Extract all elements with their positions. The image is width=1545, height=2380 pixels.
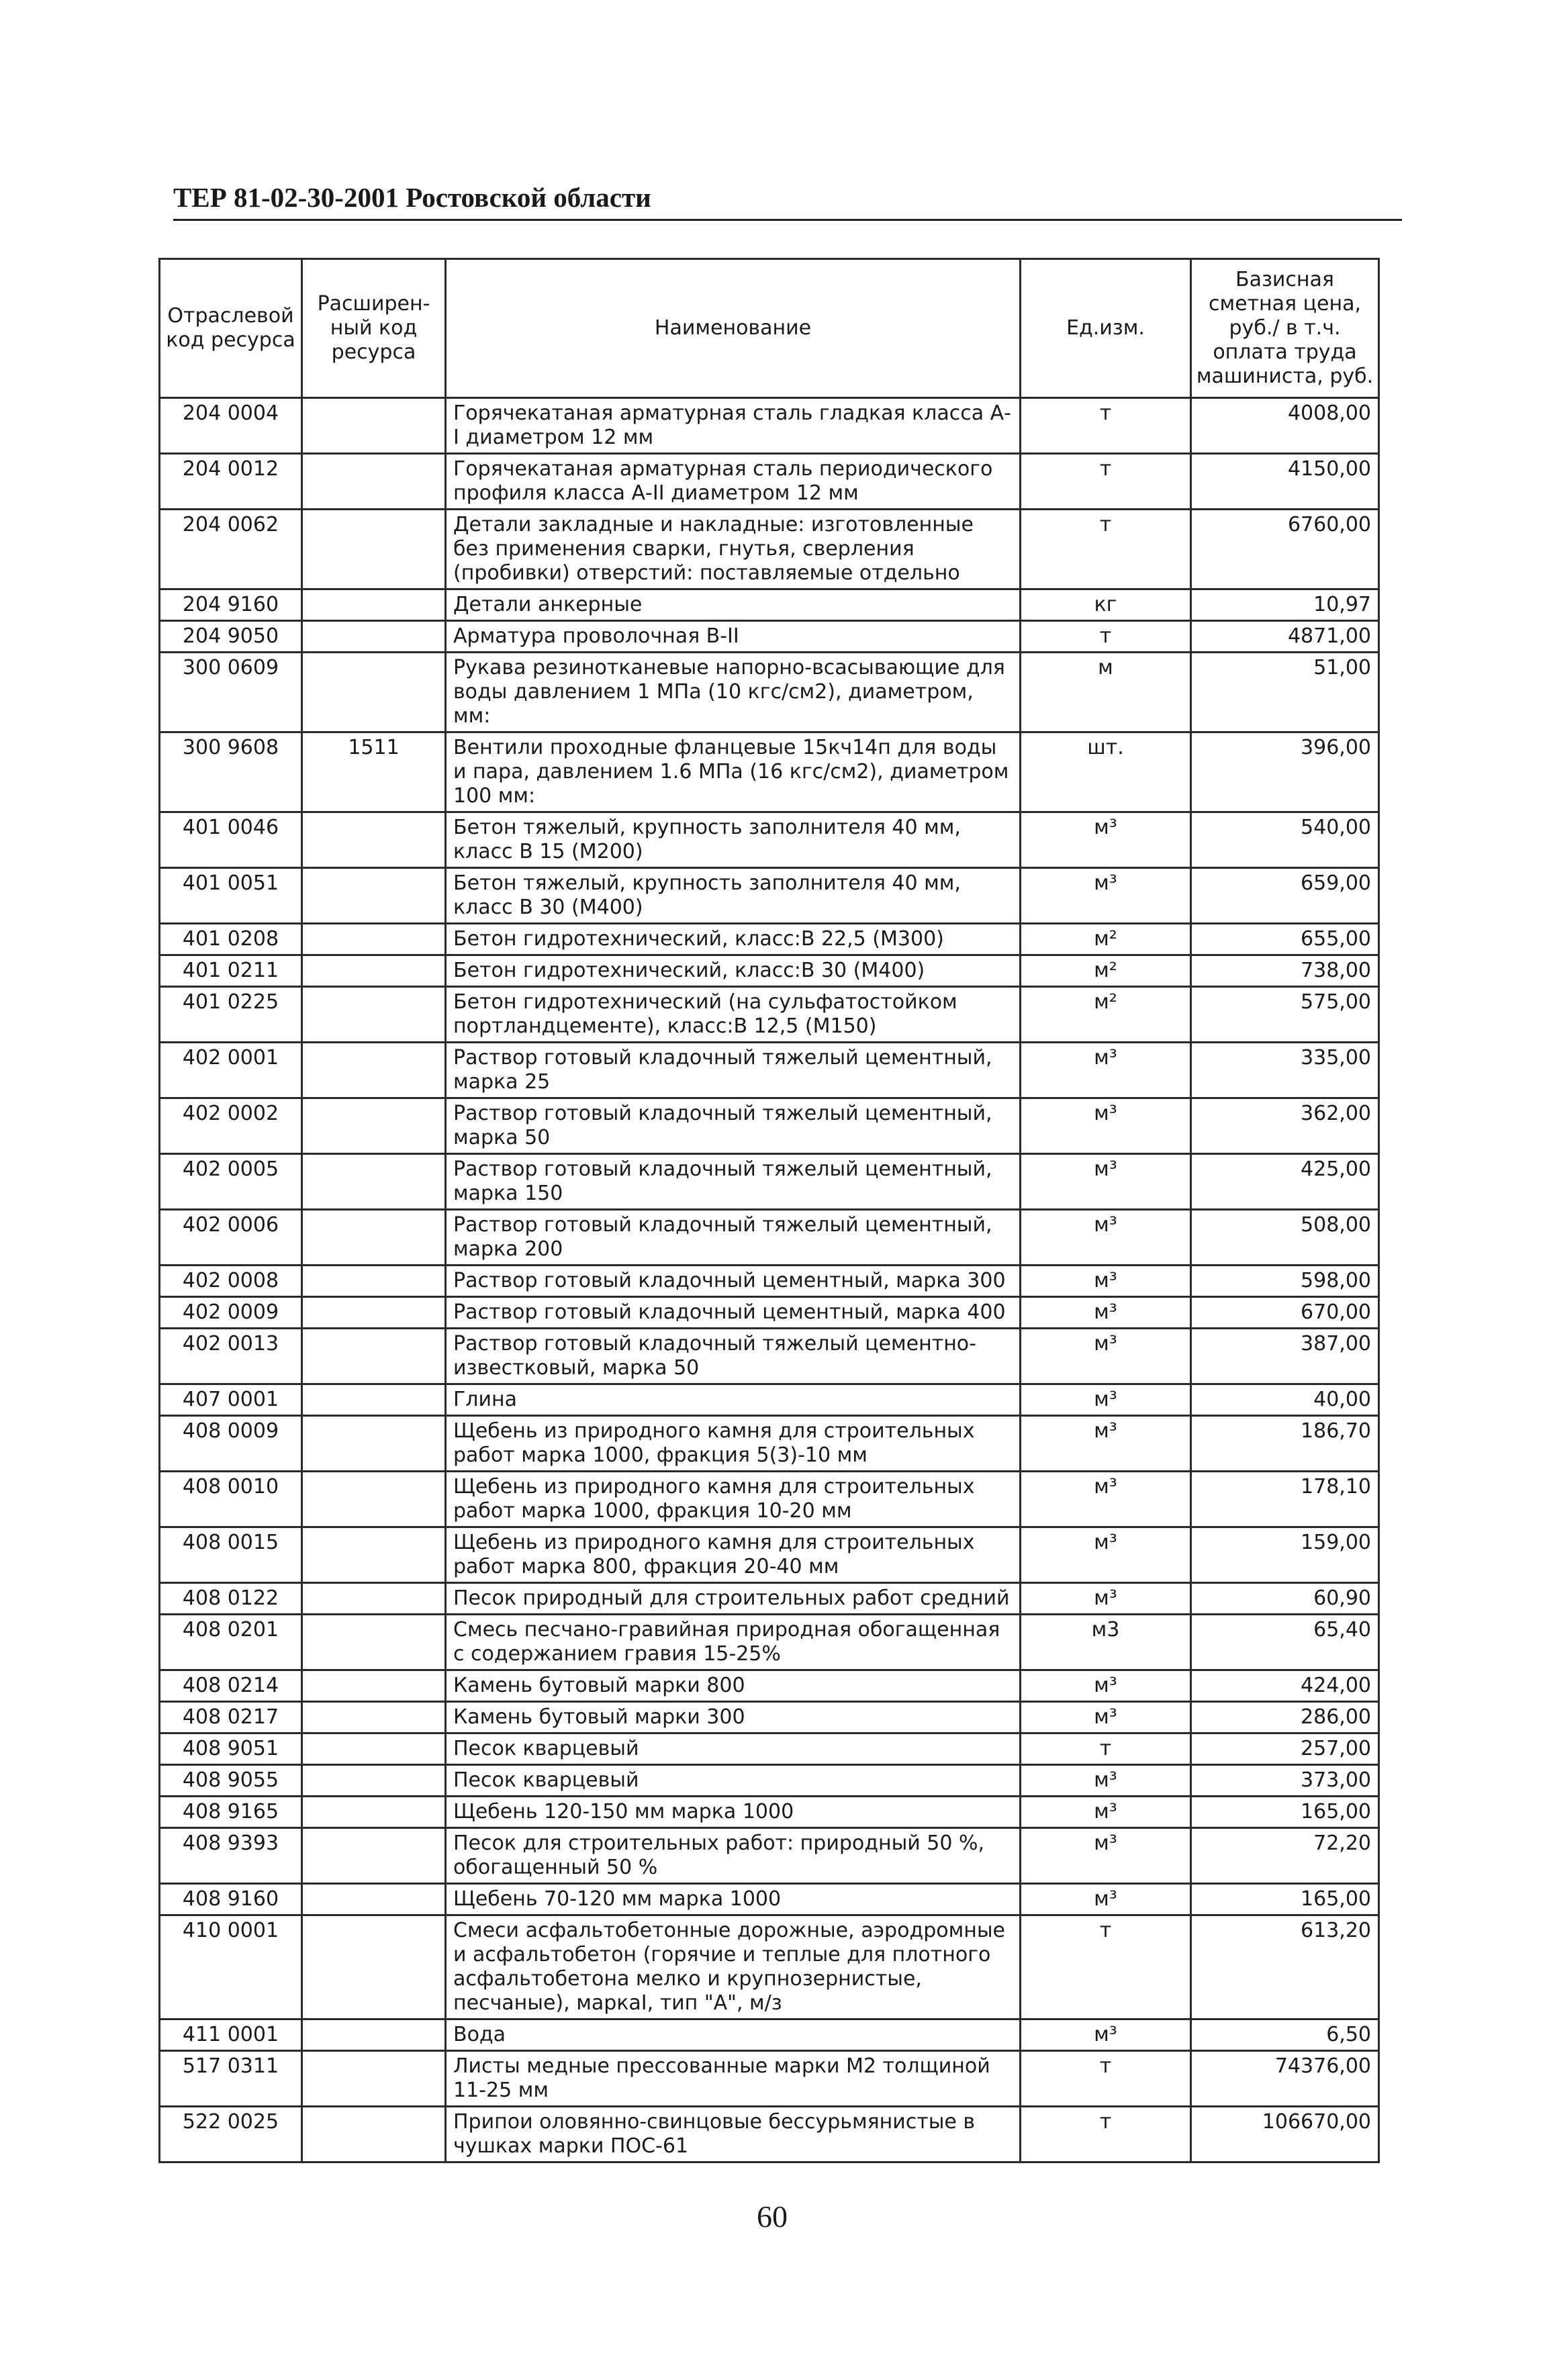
unit-cell: м³ (1021, 812, 1191, 868)
table-row (160, 589, 1379, 621)
price-cell: 286,00 (1191, 1702, 1379, 1733)
resource-code-cell: 517 0311 (160, 2051, 302, 2107)
extended-code-cell (302, 1098, 446, 1154)
extended-code-cell (302, 1615, 446, 1670)
unit-cell: м³ (1021, 1670, 1191, 1702)
resource-name-cell: Щебень 120-150 мм марка 1000 (446, 1797, 1021, 1828)
extended-code-cell (302, 1797, 446, 1828)
resource-code-cell: 204 9160 (160, 589, 302, 621)
resource-name-cell: Щебень 70-120 мм марка 1000 (446, 1884, 1021, 1915)
unit-cell: м (1021, 653, 1191, 732)
resource-code-cell: 408 0015 (160, 1527, 302, 1583)
resource-price-table (158, 258, 1380, 2163)
table-row (160, 1765, 1379, 1797)
table-row (160, 1384, 1379, 1416)
extended-code-cell (302, 454, 446, 510)
table-row (160, 398, 1379, 454)
extended-code-cell (302, 621, 446, 653)
table-row (160, 510, 1379, 589)
unit-cell: м³ (1021, 1098, 1191, 1154)
resource-name-cell: Вентили проходные фланцевые 15кч14п для воды и пара, давлением 1.6 МПа (16 кгс/см2), диаметром 100 мм: (446, 732, 1021, 812)
table-row (160, 1154, 1379, 1210)
extended-code-cell (302, 1043, 446, 1098)
table-row (160, 732, 1379, 812)
unit-cell: м³ (1021, 1384, 1191, 1416)
unit-cell: м² (1021, 987, 1191, 1043)
resource-name-cell: Щебень из природного камня для строительных работ марка 1000, фракция 5(3)-10 мм (446, 1416, 1021, 1472)
extended-code-cell (302, 1210, 446, 1266)
extended-code-cell (302, 1915, 446, 2019)
table-row (160, 1702, 1379, 1733)
resource-code-cell: 401 0208 (160, 924, 302, 955)
resource-code-cell: 408 0010 (160, 1472, 302, 1527)
resource-name-cell: Детали анкерные (446, 589, 1021, 621)
extended-code-cell (302, 1416, 446, 1472)
price-cell: 659,00 (1191, 868, 1379, 924)
resource-name-cell: Раствор готовый кладочный цементный, марка 400 (446, 1297, 1021, 1329)
unit-cell: м³ (1021, 1527, 1191, 1583)
table-row (160, 868, 1379, 924)
unit-cell: м³ (1021, 1266, 1191, 1297)
price-cell: 396,00 (1191, 732, 1379, 812)
table-row (160, 1043, 1379, 1098)
table-row (160, 1670, 1379, 1702)
unit-cell: м³ (1021, 1884, 1191, 1915)
resource-name-cell: Припои оловянно-свинцовые бессурьмянистые в чушках марки ПОС-61 (446, 2107, 1021, 2162)
table-row (160, 955, 1379, 987)
extended-code-cell (302, 589, 446, 621)
extended-code-cell (302, 1583, 446, 1615)
resource-code-cell: 204 9050 (160, 621, 302, 653)
price-cell: 738,00 (1191, 955, 1379, 987)
extended-code-cell (302, 924, 446, 955)
unit-cell: м³ (1021, 1043, 1191, 1098)
table-row (160, 1915, 1379, 2019)
unit-cell: м³ (1021, 1828, 1191, 1884)
table-row (160, 621, 1379, 653)
unit-cell: м³ (1021, 1297, 1191, 1329)
resource-name-cell: Раствор готовый кладочный цементный, марка 300 (446, 1266, 1021, 1297)
page-header: ТЕР 81-02-30-2001 Ростовской области (173, 181, 1402, 221)
resource-code-cell: 522 0025 (160, 2107, 302, 2162)
extended-code-cell (302, 955, 446, 987)
table-row (160, 2107, 1379, 2162)
price-cell: 6,50 (1191, 2019, 1379, 2051)
resource-code-cell: 411 0001 (160, 2019, 302, 2051)
price-cell: 60,90 (1191, 1583, 1379, 1615)
resource-name-cell: Раствор готовый кладочный тяжелый цементно-известковый, марка 50 (446, 1329, 1021, 1384)
unit-cell: м³ (1021, 2019, 1191, 2051)
resource-code-cell: 204 0004 (160, 398, 302, 454)
extended-code-cell (302, 1884, 446, 1915)
table-row (160, 454, 1379, 510)
resource-code-cell: 204 0062 (160, 510, 302, 589)
col-header-price: Базисная сметная цена, руб./ в т.ч. оплата труда машиниста, руб. (1191, 259, 1379, 398)
price-cell: 373,00 (1191, 1765, 1379, 1797)
table-row (160, 1210, 1379, 1266)
table-row (160, 1527, 1379, 1583)
extended-code-cell (302, 1154, 446, 1210)
price-cell: 670,00 (1191, 1297, 1379, 1329)
unit-cell: кг (1021, 589, 1191, 621)
resource-code-cell: 408 0217 (160, 1702, 302, 1733)
col-header-code: Отраслевой код ресурса (160, 259, 302, 398)
table-row (160, 1329, 1379, 1384)
extended-code-cell (302, 2051, 446, 2107)
resource-name-cell: Бетон тяжелый, крупность заполнителя 40 мм, класс В 15 (М200) (446, 812, 1021, 868)
price-cell: 257,00 (1191, 1733, 1379, 1765)
table-row (160, 653, 1379, 732)
resource-name-cell: Бетон гидротехнический (на сульфатостойком портландцементе), класс:В 12,5 (М150) (446, 987, 1021, 1043)
unit-cell: м³ (1021, 1797, 1191, 1828)
resource-name-cell: Детали закладные и накладные: изготовленные без применения сварки, гнутья, сверления (пробивки) отверстий: поставляемые отдельно (446, 510, 1021, 589)
resource-code-cell: 401 0051 (160, 868, 302, 924)
unit-cell: м² (1021, 955, 1191, 987)
price-cell: 165,00 (1191, 1884, 1379, 1915)
table-row (160, 1416, 1379, 1472)
extended-code-cell (302, 398, 446, 454)
resource-name-cell: Песок кварцевый (446, 1733, 1021, 1765)
page-number: 60 (757, 2199, 788, 2234)
table-row (160, 2051, 1379, 2107)
price-cell: 4008,00 (1191, 398, 1379, 454)
table-row (160, 1297, 1379, 1329)
price-cell: 74376,00 (1191, 2051, 1379, 2107)
table-body (160, 398, 1379, 2162)
resource-name-cell: Раствор готовый кладочный тяжелый цементный, марка 200 (446, 1210, 1021, 1266)
price-cell: 65,40 (1191, 1615, 1379, 1670)
price-cell: 186,70 (1191, 1416, 1379, 1472)
price-cell: 106670,00 (1191, 2107, 1379, 2162)
unit-cell: шт. (1021, 732, 1191, 812)
extended-code-cell (302, 1297, 446, 1329)
resource-name-cell: Рукава резинотканевые напорно-всасывающие для воды давлением 1 МПа (10 кгс/см2), диаметром, мм: (446, 653, 1021, 732)
resource-name-cell: Бетон гидротехнический, класс:В 22,5 (М300) (446, 924, 1021, 955)
extended-code-cell (302, 1266, 446, 1297)
price-cell: 387,00 (1191, 1329, 1379, 1384)
table-row (160, 1266, 1379, 1297)
resource-code-cell: 402 0006 (160, 1210, 302, 1266)
unit-cell: м³ (1021, 1210, 1191, 1266)
resource-code-cell: 300 0609 (160, 653, 302, 732)
extended-code-cell (302, 987, 446, 1043)
unit-cell: м³ (1021, 1154, 1191, 1210)
resource-name-cell: Бетон тяжелый, крупность заполнителя 40 мм, класс В 30 (М400) (446, 868, 1021, 924)
price-cell: 72,20 (1191, 1828, 1379, 1884)
resource-code-cell: 402 0001 (160, 1043, 302, 1098)
price-cell: 424,00 (1191, 1670, 1379, 1702)
resource-code-cell: 402 0005 (160, 1154, 302, 1210)
unit-cell: м³ (1021, 1329, 1191, 1384)
unit-cell: т (1021, 2107, 1191, 2162)
resource-name-cell: Вода (446, 2019, 1021, 2051)
extended-code-cell (302, 1527, 446, 1583)
price-cell: 335,00 (1191, 1043, 1379, 1098)
resource-code-cell: 407 0001 (160, 1384, 302, 1416)
resource-name-cell: Раствор готовый кладочный тяжелый цементный, марка 25 (446, 1043, 1021, 1098)
table-row (160, 1583, 1379, 1615)
table-row (160, 2019, 1379, 2051)
resource-code-cell: 300 9608 (160, 732, 302, 812)
resource-code-cell: 401 0046 (160, 812, 302, 868)
price-cell: 4150,00 (1191, 454, 1379, 510)
extended-code-cell (302, 1733, 446, 1765)
unit-cell: м³ (1021, 1765, 1191, 1797)
resource-name-cell: Бетон гидротехнический, класс:В 30 (М400) (446, 955, 1021, 987)
extended-code-cell: 1511 (302, 732, 446, 812)
resource-code-cell: 408 9160 (160, 1884, 302, 1915)
price-cell: 613,20 (1191, 1915, 1379, 2019)
extended-code-cell (302, 1384, 446, 1416)
unit-cell: т (1021, 621, 1191, 653)
price-cell: 6760,00 (1191, 510, 1379, 589)
resource-name-cell: Камень бутовый марки 300 (446, 1702, 1021, 1733)
resource-name-cell: Раствор готовый кладочный тяжелый цементный, марка 150 (446, 1154, 1021, 1210)
unit-cell: м³ (1021, 1583, 1191, 1615)
price-cell: 362,00 (1191, 1098, 1379, 1154)
unit-cell: т (1021, 454, 1191, 510)
resource-name-cell: Смеси асфальтобетонные дорожные, аэродромные и асфальтобетон (горячие и теплые для плотного асфальтобетона мелко и крупнозернистые, песчаные), маркаI, тип "А", м/з (446, 1915, 1021, 2019)
resource-code-cell: 402 0009 (160, 1297, 302, 1329)
price-cell: 508,00 (1191, 1210, 1379, 1266)
extended-code-cell (302, 653, 446, 732)
table-row (160, 987, 1379, 1043)
extended-code-cell (302, 510, 446, 589)
resource-code-cell: 402 0013 (160, 1329, 302, 1384)
resource-code-cell: 410 0001 (160, 1915, 302, 2019)
resource-code-cell: 402 0002 (160, 1098, 302, 1154)
price-cell: 10,97 (1191, 589, 1379, 621)
price-cell: 575,00 (1191, 987, 1379, 1043)
unit-cell: м3 (1021, 1615, 1191, 1670)
price-cell: 655,00 (1191, 924, 1379, 955)
unit-cell: т (1021, 1915, 1191, 2019)
extended-code-cell (302, 1472, 446, 1527)
resource-code-cell: 204 0012 (160, 454, 302, 510)
resource-name-cell: Глина (446, 1384, 1021, 1416)
resource-name-cell: Листы медные прессованные марки М2 толщиной 11-25 мм (446, 2051, 1021, 2107)
table-row (160, 1797, 1379, 1828)
table-row (160, 924, 1379, 955)
table-header-row (160, 259, 1379, 398)
unit-cell: т (1021, 1733, 1191, 1765)
resource-name-cell: Песок кварцевый (446, 1765, 1021, 1797)
table-row (160, 1733, 1379, 1765)
unit-cell: т (1021, 510, 1191, 589)
price-cell: 159,00 (1191, 1527, 1379, 1583)
resource-name-cell: Песок для строительных работ: природный 50 %, обогащенный 50 % (446, 1828, 1021, 1884)
resource-code-cell: 401 0225 (160, 987, 302, 1043)
extended-code-cell (302, 1765, 446, 1797)
resource-name-cell: Щебень из природного камня для строительных работ марка 1000, фракция 10-20 мм (446, 1472, 1021, 1527)
resource-code-cell: 408 9051 (160, 1733, 302, 1765)
resource-name-cell: Горячекатаная арматурная сталь гладкая класса А-I диаметром 12 мм (446, 398, 1021, 454)
resource-code-cell: 408 0201 (160, 1615, 302, 1670)
table-row (160, 1098, 1379, 1154)
extended-code-cell (302, 1702, 446, 1733)
table-row (160, 812, 1379, 868)
resource-name-cell: Горячекатаная арматурная сталь периодического профиля класса А-II диаметром 12 мм (446, 454, 1021, 510)
resource-code-cell: 408 0214 (160, 1670, 302, 1702)
unit-cell: т (1021, 398, 1191, 454)
extended-code-cell (302, 2019, 446, 2051)
resource-name-cell: Камень бутовый марки 800 (446, 1670, 1021, 1702)
unit-cell: м² (1021, 924, 1191, 955)
extended-code-cell (302, 812, 446, 868)
resource-code-cell: 402 0008 (160, 1266, 302, 1297)
extended-code-cell (302, 2107, 446, 2162)
resource-name-cell: Раствор готовый кладочный тяжелый цементный, марка 50 (446, 1098, 1021, 1154)
table-row (160, 1828, 1379, 1884)
extended-code-cell (302, 1329, 446, 1384)
price-cell: 425,00 (1191, 1154, 1379, 1210)
price-cell: 51,00 (1191, 653, 1379, 732)
unit-cell: м³ (1021, 1702, 1191, 1733)
price-cell: 165,00 (1191, 1797, 1379, 1828)
resource-code-cell: 408 9055 (160, 1765, 302, 1797)
resource-code-cell: 408 9165 (160, 1797, 302, 1828)
resource-code-cell: 401 0211 (160, 955, 302, 987)
price-cell: 540,00 (1191, 812, 1379, 868)
unit-cell: м³ (1021, 868, 1191, 924)
table-row (160, 1884, 1379, 1915)
extended-code-cell (302, 1828, 446, 1884)
price-cell: 598,00 (1191, 1266, 1379, 1297)
unit-cell: м³ (1021, 1416, 1191, 1472)
col-header-name: Наименование (446, 259, 1021, 398)
extended-code-cell (302, 868, 446, 924)
resource-name-cell: Смесь песчано-гравийная природная обогащенная с содержанием гравия 15-25% (446, 1615, 1021, 1670)
unit-cell: м³ (1021, 1472, 1191, 1527)
resource-code-cell: 408 9393 (160, 1828, 302, 1884)
price-cell: 40,00 (1191, 1384, 1379, 1416)
resource-name-cell: Щебень из природного камня для строительных работ марка 800, фракция 20-40 мм (446, 1527, 1021, 1583)
resource-code-cell: 408 0009 (160, 1416, 302, 1472)
table-row (160, 1472, 1379, 1527)
col-header-ext-code: Расширен-ный код ресурса (302, 259, 446, 398)
price-cell: 4871,00 (1191, 621, 1379, 653)
col-header-unit: Ед.изм. (1021, 259, 1191, 398)
resource-name-cell: Песок природный для строительных работ средний (446, 1583, 1021, 1615)
table-row (160, 1615, 1379, 1670)
unit-cell: т (1021, 2051, 1191, 2107)
resource-code-cell: 408 0122 (160, 1583, 302, 1615)
price-cell: 178,10 (1191, 1472, 1379, 1527)
resource-name-cell: Арматура проволочная В-II (446, 621, 1021, 653)
extended-code-cell (302, 1670, 446, 1702)
